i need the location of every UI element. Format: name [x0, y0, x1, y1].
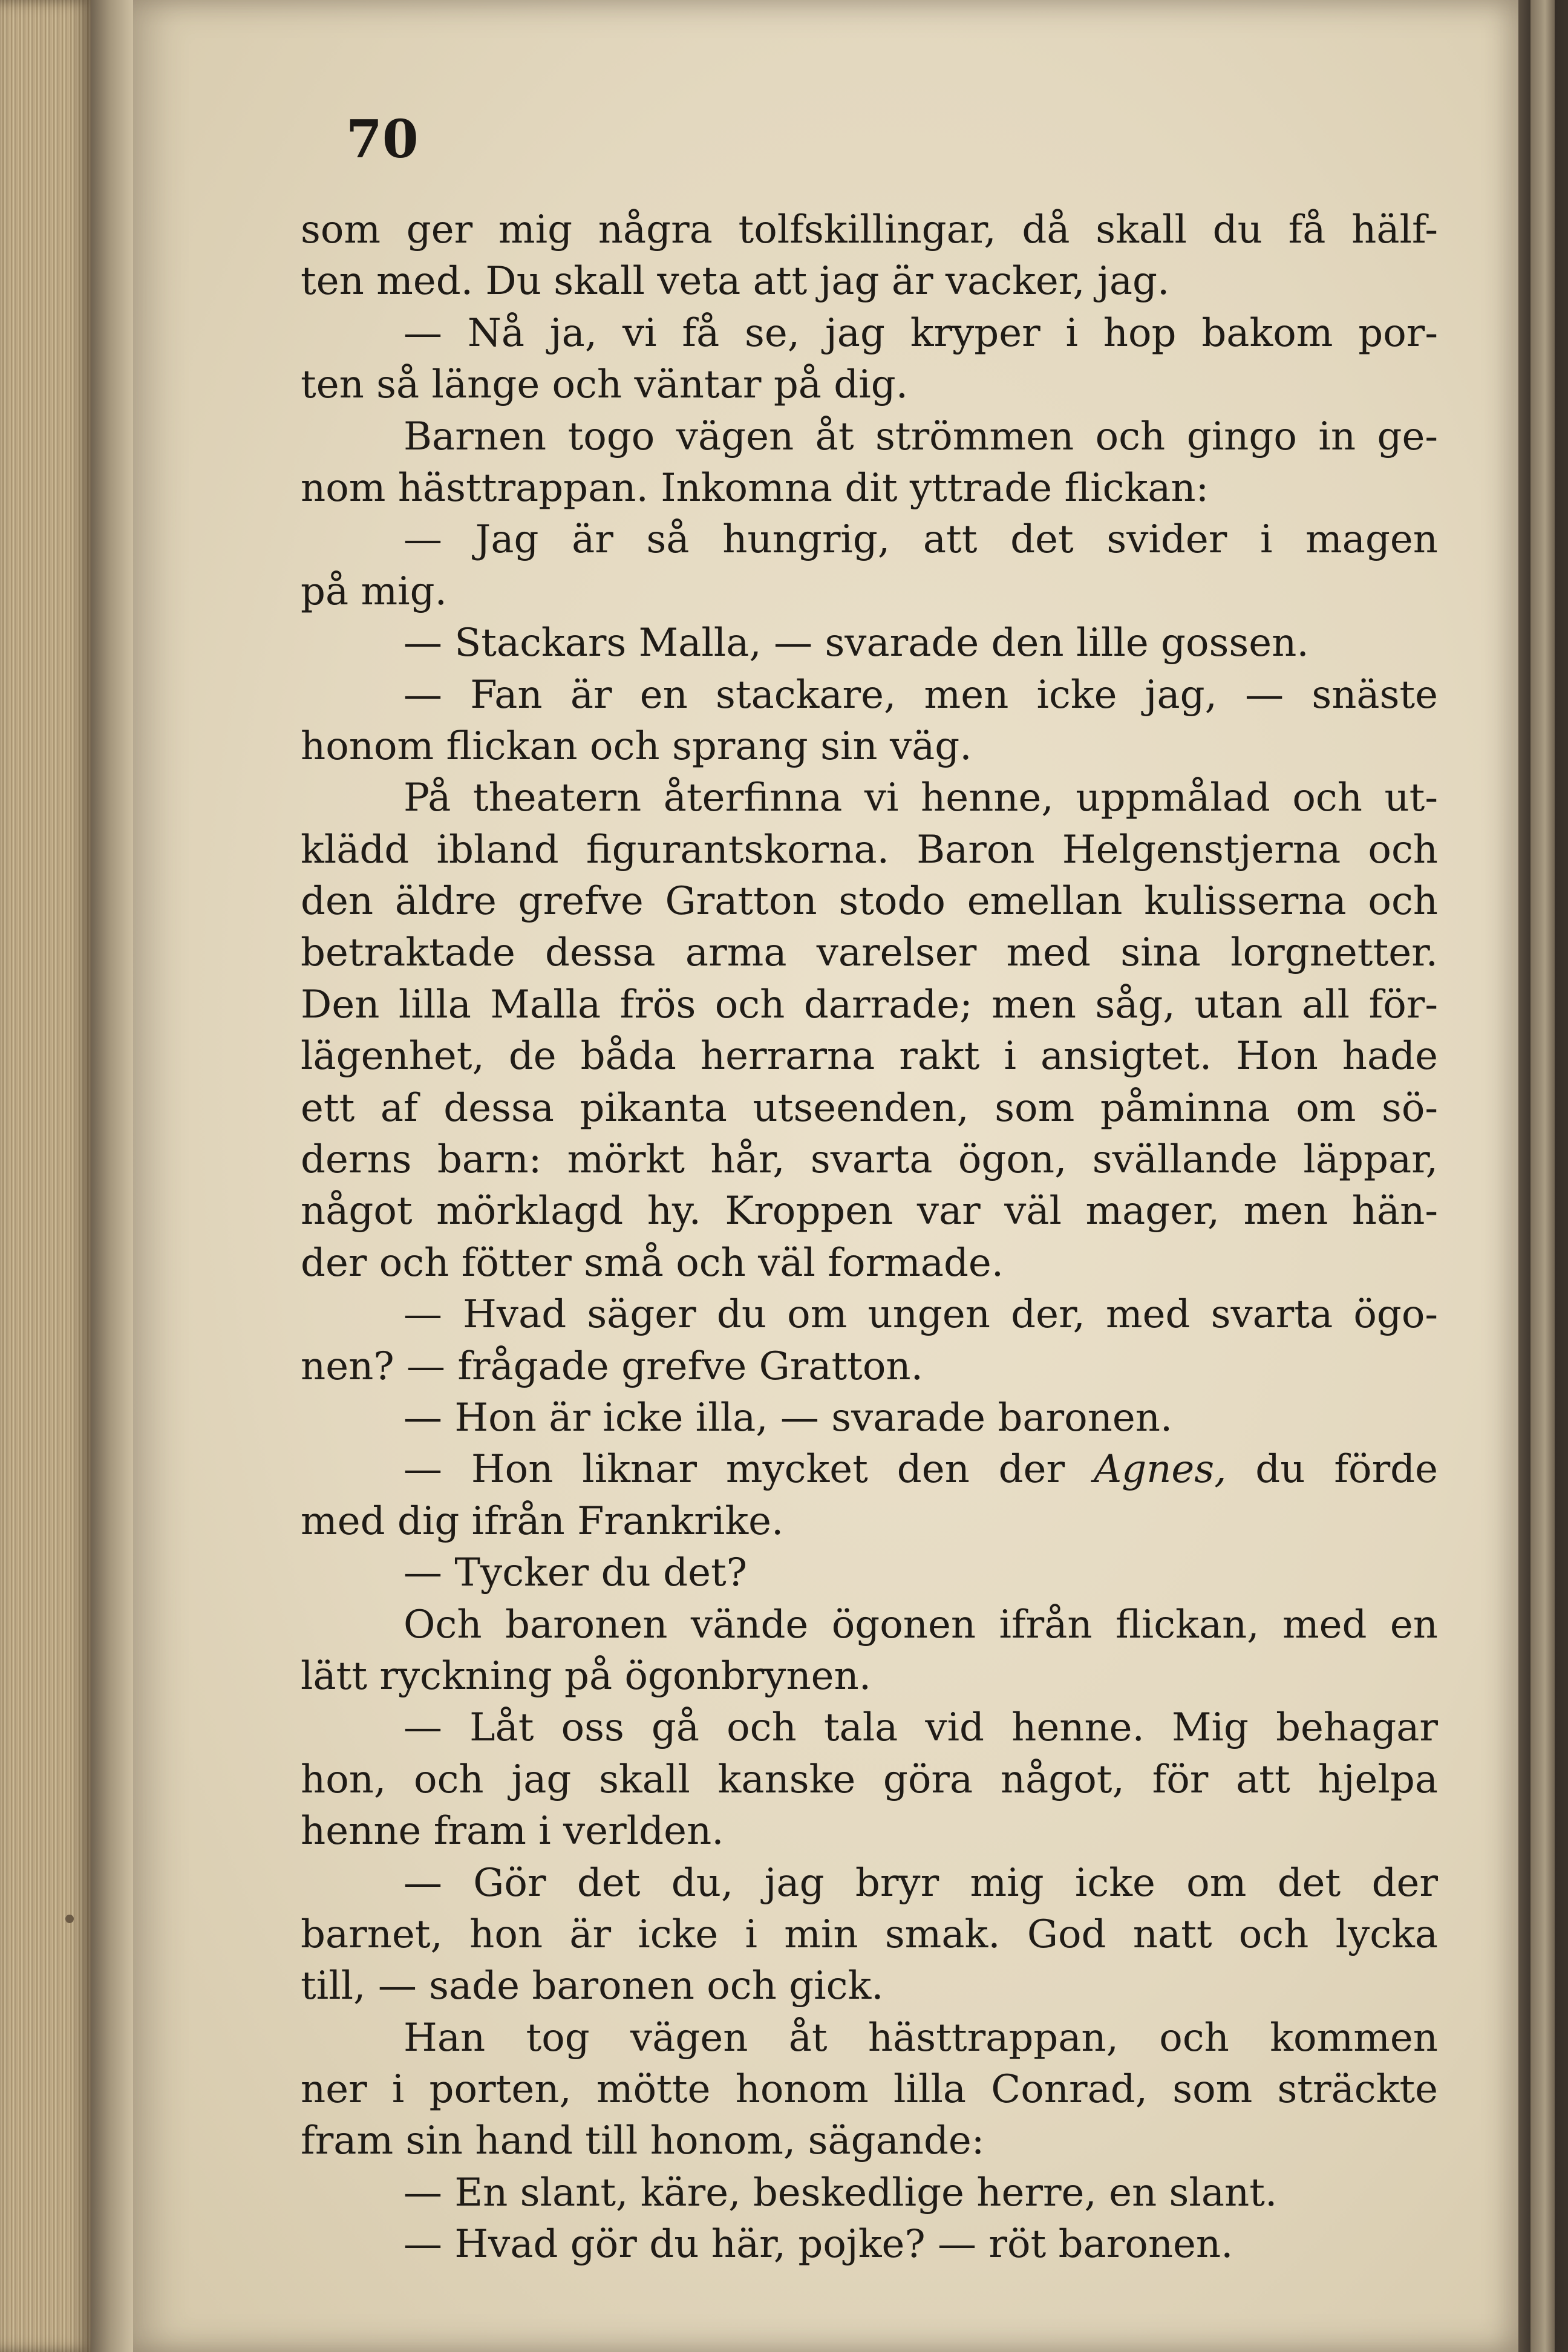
- text-line: något mörklagd hy. Kroppen var väl mager, men hän-: [301, 1189, 1438, 1234]
- text-line: — Hvad säger du om ungen der, med svarta ögo-: [403, 1292, 1438, 1338]
- text-line: på mig.: [301, 569, 447, 614]
- text-line: som ger mig några tolfskillingar, då skall du få hälf-: [301, 207, 1438, 252]
- text-line: Barnen togo vägen åt strömmen och gingo in ge-: [403, 414, 1438, 459]
- text-line: klädd ibland figurantskorna. Baron Helgenstjerna och: [301, 827, 1438, 872]
- text-line: barnet, hon är icke i min smak. God natt och lycka: [301, 1912, 1438, 1957]
- ink-mark: [65, 1915, 74, 1923]
- text-line: nen? — frågade grefve Gratton.: [301, 1344, 923, 1389]
- page-number: 70: [346, 109, 419, 170]
- text-line: — Hvad gör du här, pojke? — röt baronen.: [403, 2222, 1233, 2267]
- text-segment: du förde: [1226, 1447, 1438, 1492]
- text-line: — Stackars Malla, — svarade den lille gossen.: [403, 621, 1309, 666]
- page-stack-edge: [0, 0, 91, 2352]
- facing-page-edge: [1530, 0, 1555, 2352]
- body-text: [301, 204, 1438, 2271]
- text-line: hon, och jag skall kanske göra något, för att hjelpa: [301, 1757, 1438, 1802]
- text-line: ett af dessa pikanta utseenden, som påminna om sö-: [301, 1085, 1438, 1131]
- text-line: På theatern återfinna vi henne, uppmålad och ut-: [403, 776, 1438, 821]
- text-line: den äldre grefve Gratton stodo emellan kulisserna och: [301, 879, 1438, 924]
- text-line: — Gör det du, jag bryr mig icke om det der: [403, 1860, 1438, 1906]
- text-line: derns barn: mörkt hår, svarta ögon, svällande läppar,: [301, 1137, 1438, 1183]
- text-line: — Nå ja, vi få se, jag kryper i hop bakom por-: [403, 310, 1438, 356]
- text-line: — Jag är så hungrig, att det svider i magen: [403, 517, 1438, 563]
- text-line: der och fötter små och väl formade.: [301, 1240, 1004, 1285]
- text-segment: — Hon liknar mycket den der: [403, 1447, 1094, 1492]
- text-line: nom hästtrappan. Inkomna dit yttrade flickan:: [301, 465, 1209, 511]
- text-line: ten så länge och väntar på dig.: [301, 362, 909, 408]
- text-line: till, — sade baronen och gick.: [301, 1964, 884, 2009]
- text-line: lägenhet, de båda herrarna rakt i ansigtet. Hon hade: [301, 1034, 1438, 1079]
- text-line: — Hon är icke illa, — svarade baronen.: [403, 1395, 1173, 1440]
- text-line: ten med. Du skall veta att jag är vacker, jag.: [301, 259, 1170, 304]
- italic-name: Agnes,: [1093, 1447, 1227, 1492]
- text-line: honom flickan och sprang sin väg.: [301, 724, 972, 769]
- text-line: henne fram i verlden.: [301, 1809, 724, 1854]
- text-line: Och baronen vände ögonen ifrån flickan, med en: [403, 1602, 1438, 1647]
- text-line: — En slant, käre, beskedlige herre, en slant.: [403, 2170, 1278, 2215]
- text-line: — Tycker du det?: [403, 1550, 748, 1596]
- text-line: — Fan är en stackare, men icke jag, — snäste: [403, 672, 1438, 717]
- text-line: fram sin hand till honom, sägande:: [301, 2118, 985, 2164]
- text-line: lätt ryckning på ögonbrynen.: [301, 1653, 872, 1699]
- text-line: betraktade dessa arma varelser med sina lorgnetter.: [301, 930, 1438, 976]
- text-line: Den lilla Malla frös och darrade; men såg, utan all för-: [301, 982, 1438, 1027]
- text-line: med dig ifrån Frankrike.: [301, 1498, 784, 1544]
- book-gutter: [91, 0, 133, 2352]
- text-line: — Låt oss gå och tala vid henne. Mig behagar: [403, 1705, 1438, 1751]
- text-line: ner i porten, mötte honom lilla Conrad, som sträckte: [301, 2067, 1438, 2112]
- text-line: [301, 1444, 1438, 1495]
- text-line: Han tog vägen åt hästtrappan, och kommen: [403, 2015, 1438, 2060]
